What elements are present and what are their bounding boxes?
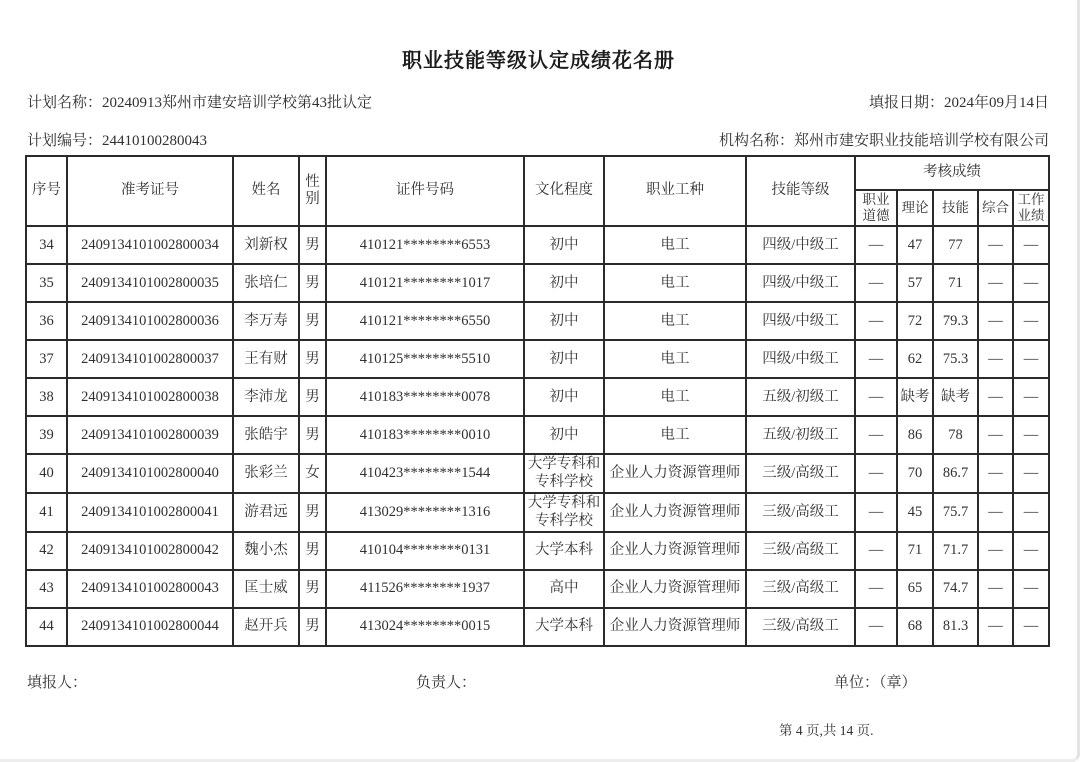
table-row	[26, 454, 1049, 493]
gender-cell: 男	[299, 416, 326, 454]
education-cell: 初中	[524, 302, 604, 340]
score-skill-cell: 75.7	[933, 493, 978, 532]
col-header-score-skill: 技能	[933, 190, 978, 226]
org-name-label: 机构名称：	[718, 133, 794, 149]
name-cell: 王有财	[233, 340, 299, 378]
gender-cell: 女	[299, 454, 326, 493]
score-work-cell: —	[1013, 340, 1049, 378]
col-header-seq: 序号	[26, 156, 67, 226]
score-work-cell: —	[1013, 264, 1049, 302]
table-row	[26, 302, 1049, 340]
id-no-cell: 411526********1937	[326, 570, 524, 608]
col-header-occupation: 职业工种	[604, 156, 746, 226]
name-cell: 魏小杰	[233, 532, 299, 570]
signature-line	[0, 671, 1077, 691]
score-skill-cell: 75.3	[933, 340, 978, 378]
name-cell: 刘新权	[233, 226, 299, 264]
col-header-score-theory: 理论	[897, 190, 933, 226]
score-skill-cell: 77	[933, 226, 978, 264]
gender-cell: 男	[299, 226, 326, 264]
seq-cell: 39	[26, 416, 67, 454]
score-theory-cell: 缺考	[897, 378, 933, 416]
report-date-value: 2024年09月14日	[943, 95, 1049, 111]
seq-cell: 34	[26, 226, 67, 264]
seq-cell: 42	[26, 532, 67, 570]
id-no-cell: 410121********6550	[326, 302, 524, 340]
exam-no-cell: 2409134101002800037	[67, 340, 233, 378]
seq-cell: 40	[26, 454, 67, 493]
col-header-gender: 性别	[299, 156, 326, 226]
col-header-score-moral: 职业道德	[855, 190, 897, 226]
score-work-cell: —	[1013, 416, 1049, 454]
gender-cell: 男	[299, 378, 326, 416]
score-comprehensive-cell: —	[978, 454, 1013, 493]
education-cell: 初中	[524, 340, 604, 378]
seq-cell: 36	[26, 302, 67, 340]
exam-no-cell: 2409134101002800038	[67, 378, 233, 416]
score-work-cell: —	[1013, 378, 1049, 416]
exam-no-cell: 2409134101002800034	[67, 226, 233, 264]
filler-label: 填报人：	[27, 675, 88, 691]
unit-seal-label: 单位：（章）	[834, 675, 917, 691]
occupation-cell: 企业人力资源管理师	[604, 454, 746, 493]
occupation-cell: 电工	[604, 378, 746, 416]
table-row	[26, 264, 1049, 302]
score-moral-cell: —	[855, 340, 897, 378]
score-skill-cell: 81.3	[933, 608, 978, 646]
plan-no-label: 计划编号：	[27, 133, 103, 149]
table-header	[26, 156, 1049, 226]
seq-cell: 43	[26, 570, 67, 608]
name-cell: 赵开兵	[233, 608, 299, 646]
score-theory-cell: 65	[897, 570, 933, 608]
score-moral-cell: —	[855, 532, 897, 570]
seq-cell: 37	[26, 340, 67, 378]
score-comprehensive-cell: —	[978, 416, 1013, 454]
table-body	[26, 226, 1049, 646]
id-no-cell: 410104********0131	[326, 532, 524, 570]
occupation-cell: 企业人力资源管理师	[604, 493, 746, 532]
score-work-cell: —	[1013, 302, 1049, 340]
score-skill-cell: 71	[933, 264, 978, 302]
page-title: 职业技能等级认定成绩花名册	[402, 50, 675, 72]
education-cell: 大学本科	[524, 532, 604, 570]
education-cell: 大学本科	[524, 608, 604, 646]
score-work-cell: —	[1013, 570, 1049, 608]
skill-level-cell: 四级/中级工	[746, 226, 855, 264]
id-no-cell: 410121********6553	[326, 226, 524, 264]
skill-level-cell: 三级/高级工	[746, 493, 855, 532]
score-skill-cell: 86.7	[933, 454, 978, 493]
table-row	[26, 226, 1049, 264]
education-cell: 初中	[524, 416, 604, 454]
name-cell: 游君远	[233, 493, 299, 532]
education-cell: 初中	[524, 264, 604, 302]
skill-level-cell: 四级/中级工	[746, 264, 855, 302]
col-header-score-work: 工作业绩	[1013, 190, 1049, 226]
score-comprehensive-cell: —	[978, 378, 1013, 416]
score-work-cell: —	[1013, 532, 1049, 570]
id-no-cell: 410423********1544	[326, 454, 524, 493]
score-theory-cell: 62	[897, 340, 933, 378]
exam-no-cell: 2409134101002800036	[67, 302, 233, 340]
exam-no-cell: 2409134101002800040	[67, 454, 233, 493]
gender-cell: 男	[299, 570, 326, 608]
score-moral-cell: —	[855, 570, 897, 608]
name-cell: 张彩兰	[233, 454, 299, 493]
meta-line-1	[27, 91, 1049, 109]
score-moral-cell: —	[855, 264, 897, 302]
score-moral-cell: —	[855, 302, 897, 340]
score-skill-cell: 74.7	[933, 570, 978, 608]
score-moral-cell: —	[855, 226, 897, 264]
name-cell: 李沛龙	[233, 378, 299, 416]
exam-no-cell: 2409134101002800044	[67, 608, 233, 646]
education-cell: 大学专科和专科学校	[524, 454, 604, 493]
score-moral-cell: —	[855, 416, 897, 454]
score-roster-table	[25, 155, 1050, 647]
occupation-cell: 企业人力资源管理师	[604, 608, 746, 646]
id-no-cell: 410125********5510	[326, 340, 524, 378]
id-no-cell: 413029********1316	[326, 493, 524, 532]
col-header-exam-no: 准考证号	[67, 156, 233, 226]
name-cell: 李万寿	[233, 302, 299, 340]
page-number: 第 4 页,共 14 页.	[779, 723, 874, 738]
name-cell: 匡士威	[233, 570, 299, 608]
score-moral-cell: —	[855, 493, 897, 532]
score-theory-cell: 57	[897, 264, 933, 302]
score-theory-cell: 86	[897, 416, 933, 454]
table-row	[26, 493, 1049, 532]
score-theory-cell: 72	[897, 302, 933, 340]
col-header-score-group: 考核成绩	[855, 156, 1049, 190]
skill-level-cell: 三级/高级工	[746, 570, 855, 608]
score-work-cell: —	[1013, 493, 1049, 532]
score-theory-cell: 47	[897, 226, 933, 264]
score-comprehensive-cell: —	[978, 264, 1013, 302]
gender-cell: 男	[299, 532, 326, 570]
col-header-id-no: 证件号码	[326, 156, 524, 226]
score-moral-cell: —	[855, 454, 897, 493]
seq-cell: 41	[26, 493, 67, 532]
exam-no-cell: 2409134101002800042	[67, 532, 233, 570]
table-row	[26, 532, 1049, 570]
id-no-cell: 413024********0015	[326, 608, 524, 646]
score-comprehensive-cell: —	[978, 302, 1013, 340]
score-skill-cell: 79.3	[933, 302, 978, 340]
responsible-label: 负责人：	[416, 675, 477, 691]
name-cell: 张皓宇	[233, 416, 299, 454]
table-row	[26, 378, 1049, 416]
exam-no-cell: 2409134101002800035	[67, 264, 233, 302]
id-no-cell: 410183********0078	[326, 378, 524, 416]
score-skill-cell: 缺考	[933, 378, 978, 416]
score-theory-cell: 45	[897, 493, 933, 532]
gender-cell: 男	[299, 608, 326, 646]
plan-name-label: 计划名称：	[27, 95, 103, 111]
skill-level-cell: 三级/高级工	[746, 608, 855, 646]
education-cell: 初中	[524, 226, 604, 264]
occupation-cell: 电工	[604, 302, 746, 340]
exam-no-cell: 2409134101002800039	[67, 416, 233, 454]
org-name-field	[719, 129, 1049, 147]
score-comprehensive-cell: —	[978, 532, 1013, 570]
name-cell: 张培仁	[233, 264, 299, 302]
meta-line-2	[27, 129, 1049, 147]
skill-level-cell: 五级/初级工	[746, 416, 855, 454]
score-skill-cell: 78	[933, 416, 978, 454]
score-theory-cell: 71	[897, 532, 933, 570]
exam-no-cell: 2409134101002800043	[67, 570, 233, 608]
seq-cell: 38	[26, 378, 67, 416]
score-comprehensive-cell: —	[978, 608, 1013, 646]
plan-no-field	[27, 129, 207, 147]
table-row	[26, 340, 1049, 378]
education-cell: 大学专科和专科学校	[524, 493, 604, 532]
score-skill-cell: 71.7	[933, 532, 978, 570]
table-row	[26, 570, 1049, 608]
score-comprehensive-cell: —	[978, 340, 1013, 378]
skill-level-cell: 五级/初级工	[746, 378, 855, 416]
score-work-cell: —	[1013, 226, 1049, 264]
plan-name-field	[27, 91, 372, 109]
score-comprehensive-cell: —	[978, 570, 1013, 608]
col-header-education: 文化程度	[524, 156, 604, 226]
gender-cell: 男	[299, 340, 326, 378]
score-moral-cell: —	[855, 378, 897, 416]
exam-no-cell: 2409134101002800041	[67, 493, 233, 532]
col-header-name: 姓名	[233, 156, 299, 226]
score-comprehensive-cell: —	[978, 226, 1013, 264]
table-row	[26, 416, 1049, 454]
occupation-cell: 企业人力资源管理师	[604, 532, 746, 570]
gender-cell: 男	[299, 264, 326, 302]
plan-name-value: 20240913郑州市建安培训学校第43批认定	[102, 95, 373, 111]
skill-level-cell: 三级/高级工	[746, 454, 855, 493]
score-work-cell: —	[1013, 454, 1049, 493]
score-moral-cell: —	[855, 608, 897, 646]
score-comprehensive-cell: —	[978, 493, 1013, 532]
header-row-main	[26, 156, 1049, 190]
report-date-label: 填报日期：	[868, 95, 944, 111]
gender-cell: 男	[299, 302, 326, 340]
table-row	[26, 608, 1049, 646]
skill-level-cell: 三级/高级工	[746, 532, 855, 570]
skill-level-cell: 四级/中级工	[746, 340, 855, 378]
plan-no-value: 24410100280043	[102, 133, 208, 149]
report-date-field	[869, 91, 1049, 109]
occupation-cell: 电工	[604, 340, 746, 378]
skill-level-cell: 四级/中级工	[746, 302, 855, 340]
score-work-cell: —	[1013, 608, 1049, 646]
occupation-cell: 电工	[604, 226, 746, 264]
col-header-skill-level: 技能等级	[746, 156, 855, 226]
org-name-value: 郑州市建安职业技能培训学校有限公司	[793, 133, 1049, 149]
education-cell: 高中	[524, 570, 604, 608]
gender-cell: 男	[299, 493, 326, 532]
score-theory-cell: 68	[897, 608, 933, 646]
occupation-cell: 电工	[604, 264, 746, 302]
col-header-score-comprehensive: 综合	[978, 190, 1013, 226]
seq-cell: 44	[26, 608, 67, 646]
score-theory-cell: 70	[897, 454, 933, 493]
occupation-cell: 电工	[604, 416, 746, 454]
occupation-cell: 企业人力资源管理师	[604, 570, 746, 608]
education-cell: 初中	[524, 378, 604, 416]
id-no-cell: 410183********0010	[326, 416, 524, 454]
id-no-cell: 410121********1017	[326, 264, 524, 302]
seq-cell: 35	[26, 264, 67, 302]
